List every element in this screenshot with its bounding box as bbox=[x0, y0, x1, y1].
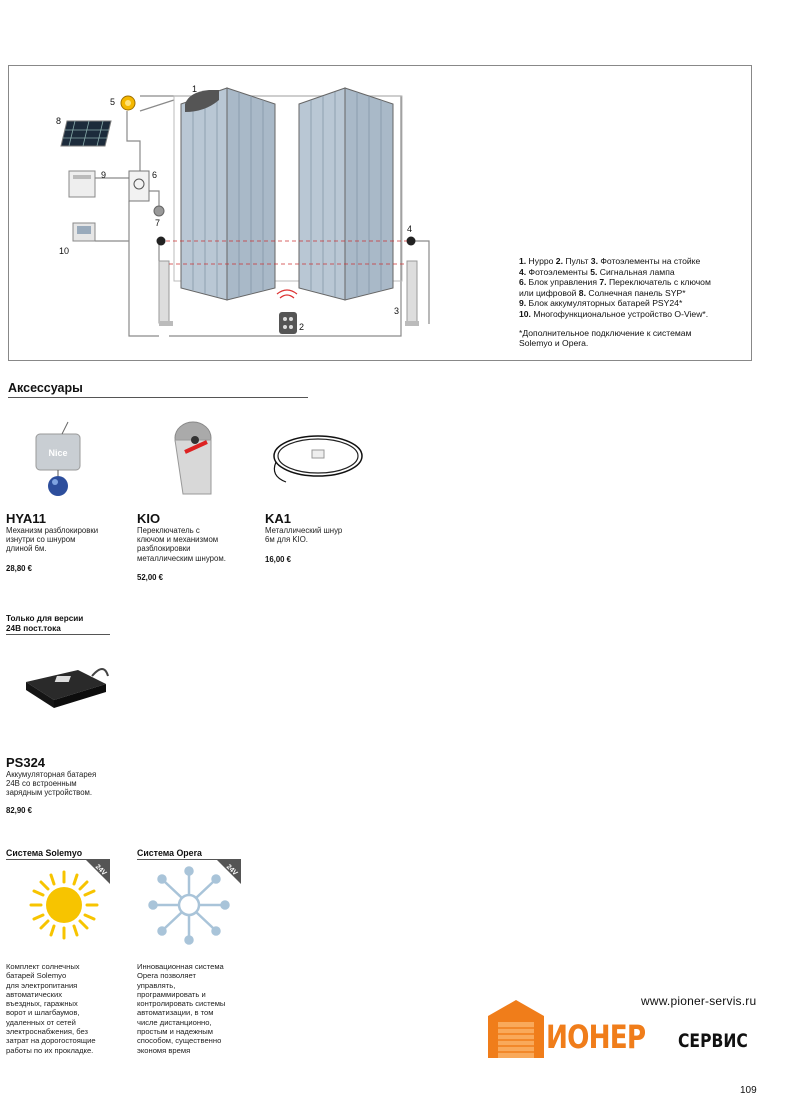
label-10: 10 bbox=[59, 246, 70, 256]
section-title-accessories: Аксессуары bbox=[8, 381, 83, 395]
remote-icon bbox=[277, 290, 297, 334]
sun-icon bbox=[6, 860, 110, 950]
opera-network-icon bbox=[137, 860, 241, 950]
product-price-ka1: 16,00 € bbox=[265, 555, 292, 564]
legend-line: 9. Блок аккумуляторных батарей PSY24* bbox=[519, 298, 683, 309]
dc-only-rule bbox=[6, 634, 110, 635]
label-2: 2 bbox=[299, 322, 305, 332]
diagram-legend bbox=[519, 256, 754, 349]
product-name-hya11: HYA11 bbox=[6, 511, 46, 526]
product-desc-kio: Переключатель с ключом и механизмом разблокировки металлическим шнуром. bbox=[137, 526, 226, 563]
solar-panel-icon bbox=[61, 121, 111, 146]
product-name-ps324: PS324 bbox=[6, 755, 46, 770]
ps324-image bbox=[22, 662, 112, 712]
photocell-post-right bbox=[407, 261, 417, 323]
label-9: 9 bbox=[101, 170, 107, 180]
legend-note-line1: *Дополнительное подключение к системам bbox=[519, 327, 692, 338]
page-number: 109 bbox=[740, 1085, 757, 1096]
photocell-left-icon bbox=[157, 237, 166, 246]
product-desc-hya11: Механизм разблокировки изнутри со шнуром длиной 6м. bbox=[6, 526, 99, 554]
system-text-solemyo: Комплект солнечных батарей Solemyo для электропитания автоматических въездных, гаражных ворот и шлагбаумов, удаленных от сетей электроснабжения, без затрат на дорогостоящие работы по их прокладке. bbox=[6, 962, 96, 1055]
photocell-right-icon bbox=[407, 237, 416, 246]
legend-note-line2: Solemyo и Opera. bbox=[519, 338, 589, 349]
battery-box-icon bbox=[69, 171, 95, 197]
pioner-logo-mark bbox=[486, 1000, 546, 1060]
system-title-solemyo: Система Solemyo bbox=[6, 848, 83, 858]
folding-gate bbox=[181, 88, 393, 300]
legend-line: или цифровой 8. Солнечная панель SYP* bbox=[519, 287, 686, 298]
photocell-post-left bbox=[159, 261, 169, 323]
legend-line: 6. Блок управления 7. Переключатель с ключом bbox=[519, 277, 711, 288]
product-name-kio: KIO bbox=[137, 511, 161, 526]
product-price-hya11: 28,80 € bbox=[6, 564, 33, 573]
legend-line: 10. Многофункциональное устройство O-View*. bbox=[519, 308, 709, 319]
section-rule bbox=[8, 397, 308, 398]
key-switch-icon bbox=[154, 206, 164, 216]
label-8: 8 bbox=[56, 116, 62, 126]
product-desc-ka1: Металлический шнур 6м для KIO. bbox=[265, 526, 343, 545]
logo-sub-text: СЕРВИС bbox=[678, 1030, 748, 1052]
nice-logo-text: Nice bbox=[48, 448, 68, 458]
dc-only-title: Только для версии 24В пост.тока bbox=[6, 614, 84, 633]
system-title-opera: Система Opera bbox=[137, 848, 202, 858]
product-price-ps324: 82,90 € bbox=[6, 806, 33, 815]
system-text-opera: Инновационная система Opera позволяет управлять, программировать и контролировать системы автоматизации, в том числе дистанционно, простым и надежным способом, существенно экономя время bbox=[137, 962, 226, 1055]
label-7: 7 bbox=[155, 218, 161, 228]
hya11-image bbox=[28, 420, 88, 500]
label-5: 5 bbox=[110, 97, 116, 107]
installation-diagram bbox=[8, 65, 752, 361]
legend-line: 1. Hyppo 2. Пульт 3. Фотоэлементы на стойке bbox=[519, 256, 701, 266]
legend-line: 4. Фотоэлементы 5. Сигнальная лампа bbox=[519, 266, 675, 277]
product-price-kio: 52,00 € bbox=[137, 573, 164, 582]
logo-main-text: ИОНЕР bbox=[546, 1018, 646, 1056]
product-desc-ps324: Аккумуляторная батарея 24В со встроенным зарядным устройством. bbox=[6, 770, 97, 798]
solemyo-badge: 24V bbox=[93, 863, 108, 878]
opera-badge: 24V bbox=[224, 863, 239, 878]
control-unit-icon bbox=[129, 171, 149, 201]
kio-image bbox=[163, 418, 223, 502]
ka1-image bbox=[266, 426, 370, 490]
product-name-ka1: KA1 bbox=[265, 511, 292, 526]
label-4: 4 bbox=[407, 224, 413, 234]
website-url[interactable]: www.pioner-servis.ru bbox=[641, 994, 757, 1008]
label-1: 1 bbox=[192, 84, 198, 94]
label-6: 6 bbox=[152, 170, 158, 180]
label-3: 3 bbox=[394, 306, 400, 316]
